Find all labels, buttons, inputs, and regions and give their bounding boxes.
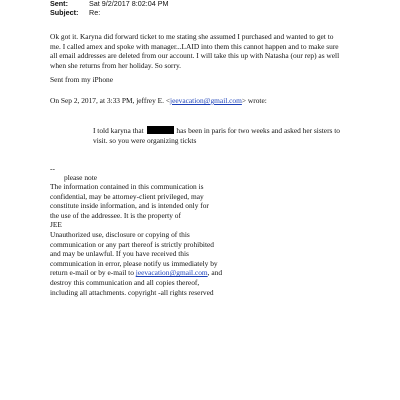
disclaimer [50, 182, 222, 297]
sent-row [50, 0, 169, 8]
redaction-box [147, 126, 174, 134]
quote-header: On Sep 2, 2017, at 3:33 PM, jeffrey E. <jeevacation@gmail.com> wrote: [50, 96, 267, 105]
subject-value: Re: [89, 8, 101, 17]
please-note: please note [64, 173, 98, 182]
signature-dashes: -- [50, 164, 55, 173]
quoted-line: I told karyna that has been in paris for two weeks and asked her sisters to [93, 126, 340, 135]
quoted-line: visit. so you were organizing tickts [93, 135, 197, 145]
disclaimer-line: communication in error, please notify us immediately by [50, 258, 218, 268]
reply-paragraph [50, 32, 339, 70]
disclaimer-line: Unauthorized use, disclosure or copying of this [50, 229, 190, 239]
sent-from-line: Sent from my iPhone [50, 75, 114, 84]
disclaimer-line: return e-mail or by e-mail to jeevacation@gmail.com, and [50, 268, 223, 278]
disclaimer-line: JEE [50, 220, 62, 230]
subject-row [50, 8, 100, 17]
disclaimer-line: including all attachments. copyright -all rights reserved [50, 287, 214, 297]
sent-label: Sent: [50, 0, 68, 8]
disclaimer-email-link[interactable]: jeevacation@gmail.com [135, 268, 208, 278]
disclaimer-line: destroy this communication and all copies thereof, [50, 277, 200, 287]
disclaimer-line: and may be unlawful. If you have received this [50, 249, 189, 259]
disclaimer-line: confidential, may be attorney-client privileged, may [50, 191, 204, 201]
reply-line: all email addresses are deleted from our account. I will take this up with Natasha (our rep) as well [50, 51, 340, 61]
reply-line: when she returns from her holiday. So sorry. [50, 60, 182, 70]
disclaimer-line: communication or any part thereof is strictly prohibited [50, 239, 214, 249]
subject-label: Subject: [50, 8, 79, 17]
disclaimer-line: constitute inside information, and is intended only for [50, 201, 209, 211]
disclaimer-line: The information contained in this communication is [50, 182, 204, 191]
quote-email-link[interactable]: jeevacation@gmail.com [170, 96, 242, 105]
sent-value: Sat 9/2/2017 8:02:04 PM [89, 0, 169, 8]
reply-line: me. I called amex and spoke with manager...LAID into them this cannot happen and to make sure [50, 41, 339, 51]
quoted-message [93, 126, 340, 145]
reply-line: Ok got it. Karyna did forward ticket to me stating she assumed I purchased and wanted to get to [50, 32, 334, 41]
disclaimer-line: the use of the addressee. It is the property of [50, 210, 181, 220]
